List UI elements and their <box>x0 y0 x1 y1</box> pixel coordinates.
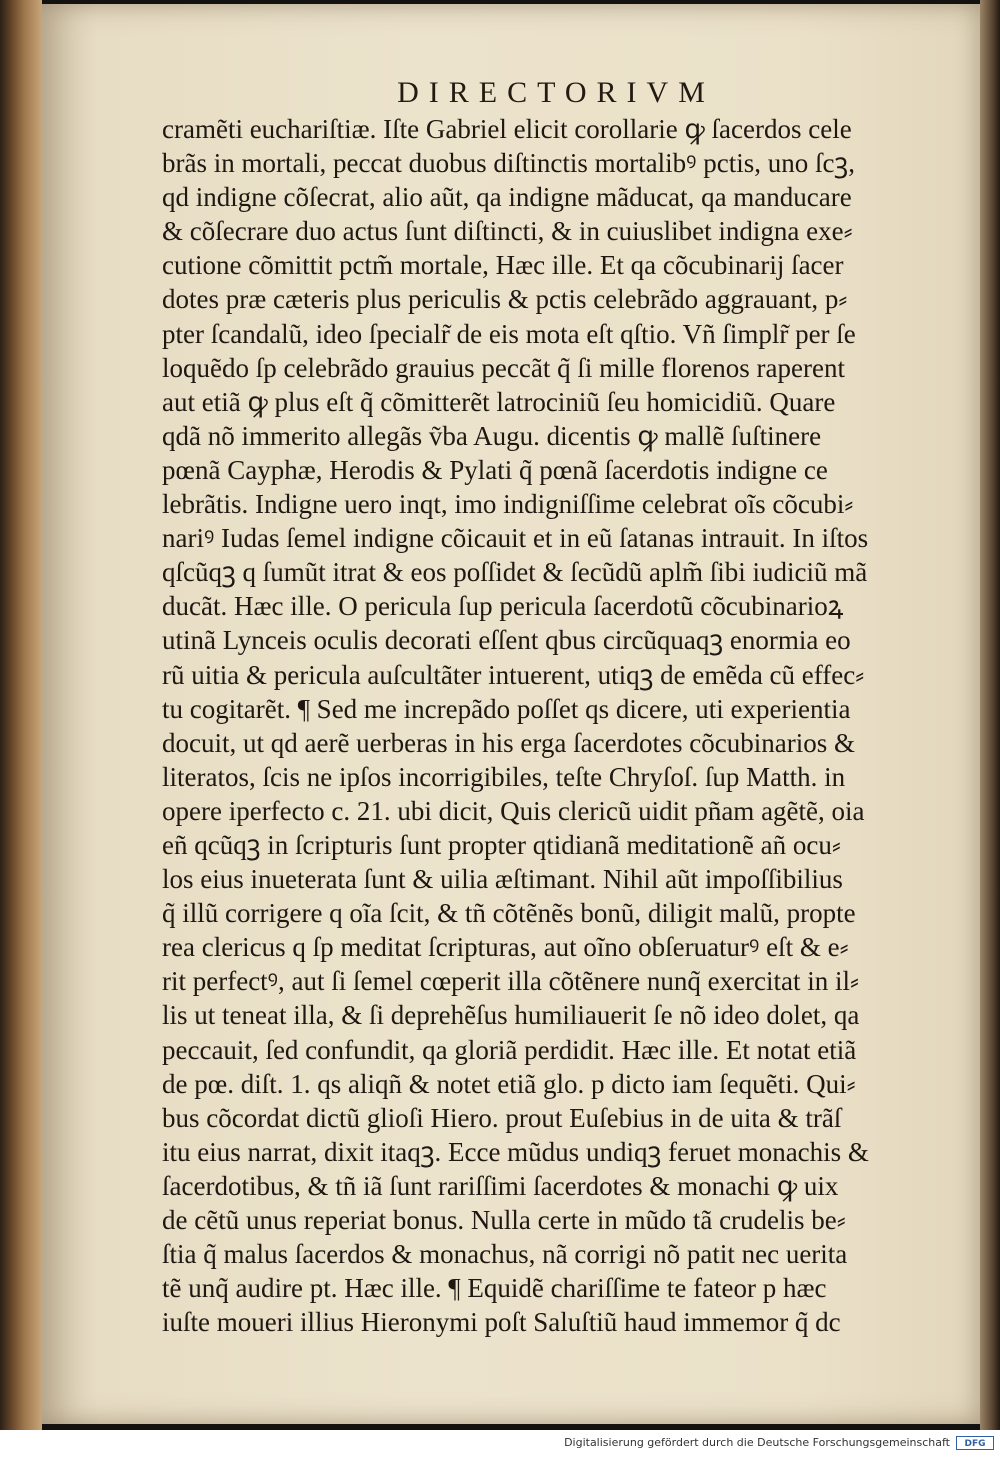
dfg-logo: DFG <box>956 1436 994 1450</box>
text-line: brãs in mortali, peccat duobus diſtinctis mortalibꝰ pctis, uno ſcꝫ, <box>162 148 855 179</box>
text-line: literatos, ſcis ne ipſos incorrigibiles, teſte Chryſoſ. ſup Matth. in <box>162 761 846 792</box>
text-line: qd indigne cõſecrat, alio aũt, qa indigne mãducat, qa manducare <box>162 182 852 213</box>
text-line: qdã nõ immerito allegãs ṽba Augu. dicentis ꝙ mallẽ ſuſtinere <box>162 420 822 451</box>
text-line: utinã Lynceis oculis decorati eſſent qbus circũquaqꝫ enormia eo <box>162 625 851 656</box>
text-line: de cẽtũ unus reperiat bonus. Nulla certe in mũdo tã crudelis be⸗ <box>162 1205 846 1235</box>
text-line: bus cõcordat dictũ glioſi Hiero. prout Euſebius in de uita & trãſ <box>162 1102 842 1133</box>
text-line: ſtia q̃ malus ſacerdos & monachus, nã corrigi nõ patit nec uerita <box>162 1239 848 1270</box>
footer-bar <box>0 1430 1000 1457</box>
text-line: rea clericus q ſp meditat ſcripturas, aut oĩno obſeruaturꝰ eſt & e⸗ <box>162 932 849 963</box>
text-line: aut etiã ꝙ plus eſt q̃ cõmitterẽt latrociniũ ſeu homicidiũ. Quare <box>162 386 836 417</box>
text-line: pœnã Cayphæ, Herodis & Pylati q̃ pœnã ſacerdotis indigne ce <box>162 454 828 485</box>
text-line: de pœ. diſt. 1. qs aliqñ & notet etiã glo. p dicto iam ſequẽti. Qui⸗ <box>162 1068 856 1099</box>
text-line: dotes præ cæteris plus periculis & pctis celebrãdo aggrauant, p⸗ <box>162 284 848 315</box>
book-edge-left <box>0 0 42 1430</box>
text-line: eñ qcũqꝫ in ſcripturis ſunt propter qtidianã meditationẽ añ ocu⸗ <box>162 829 841 860</box>
text-line: ducãt. Hæc ille. O pericula ſup pericula ſacerdotũ cõcubinarioꝝ <box>162 591 844 622</box>
text-block <box>162 112 962 1339</box>
running-head: DIRECTORIVM <box>397 76 715 109</box>
text-line: lebrãtis. Indigne uero inqt, imo indigniſſime celebrat oĩs cõcubi⸗ <box>162 489 854 520</box>
text-line: opere iperfecto c. 21. ubi dicit, Quis clericũ uidit pñam agẽtẽ, oia <box>162 795 865 826</box>
text-line: peccauit, ſed confundit, qa gloriã perdidit. Hæc ille. Et notat etiã <box>162 1034 857 1065</box>
text-line: rũ uitia & pericula auſcultãter intuerent, utiqꝫ de emẽda cũ effec⸗ <box>162 659 865 690</box>
book-page <box>42 4 980 1424</box>
text-line: lis ut teneat illa, & ſi deprehẽſus humiliauerit ſe nõ ideo dolet, qa <box>162 1000 860 1031</box>
text-line: ſacerdotibus, & tñ iã ſunt rariſſimi ſacerdotes & monachi ꝙ uix <box>162 1170 839 1201</box>
text-line: loquẽdo ſp celebrãdo grauius peccãt q̃ ſi mille florenos raperent <box>162 352 845 383</box>
text-line: nariꝰ Iudas ſemel indigne cõicauit et in eũ ſatanas intrauit. In iſtos <box>162 523 869 554</box>
text-line: itu eius narrat, dixit itaqꝫ. Ecce mũdus undiqꝫ feruet monachis & <box>162 1136 869 1167</box>
text-line: iuſte moueri illius Hieronymi poſt Saluſtiũ haud immemor q̃ dc <box>162 1307 841 1338</box>
text-line: pter ſcandalũ, ideo ſpecialr̃ de eis mota eſt qſtio. Vñ ſimplr̃ per ſe <box>162 318 856 349</box>
text-line: tu cogitarẽt. ¶ Sed me increpãdo poſſet qs dicere, uti experientia <box>162 693 851 724</box>
text-line: & cõſecrare duo actus ſunt diſtincti, & in cuiuslibet indigna exe⸗ <box>162 216 853 247</box>
text-line: cutione cõmittit pctm̃ mortale, Hæc ille. Et qa cõcubinarij ſacer <box>162 250 844 281</box>
text-line: los eius inueterata ſunt & uilia æſtimant. Nihil aũt impoſſibilius <box>162 864 843 895</box>
book-edge-right <box>980 0 1000 1430</box>
footer-credit: Digitalisierung gefördert durch die Deutsche Forschungsgemeinschaft <box>564 1436 950 1449</box>
text-line: docuit, ut qd aerẽ uerberas in his erga ſacerdotes cõcubinarios & <box>162 727 855 758</box>
text-line: qſcũqꝫ q ſumũt itrat & eos poſſidet & ſecũdũ aplm̃ ſibi iudiciũ mã <box>162 557 868 588</box>
text-line: rit perfectꝰ, aut ſi ſemel cœperit illa cõtẽnere nunq̃ exercitat in il⸗ <box>162 966 860 997</box>
text-line: q̃ illũ corrigere q oĩa ſcit, & tñ cõtẽnẽs bonũ, diligit malũ, propte <box>162 898 856 929</box>
text-line: cramẽti euchariſtiæ. Iſte Gabriel elicit corollarie ꝙ ſacerdos cele <box>162 114 852 144</box>
text-line: tẽ unq̃ audire pt. Hæc ille. ¶ Equidẽ chariſſime te fateor p hæc <box>162 1273 827 1304</box>
